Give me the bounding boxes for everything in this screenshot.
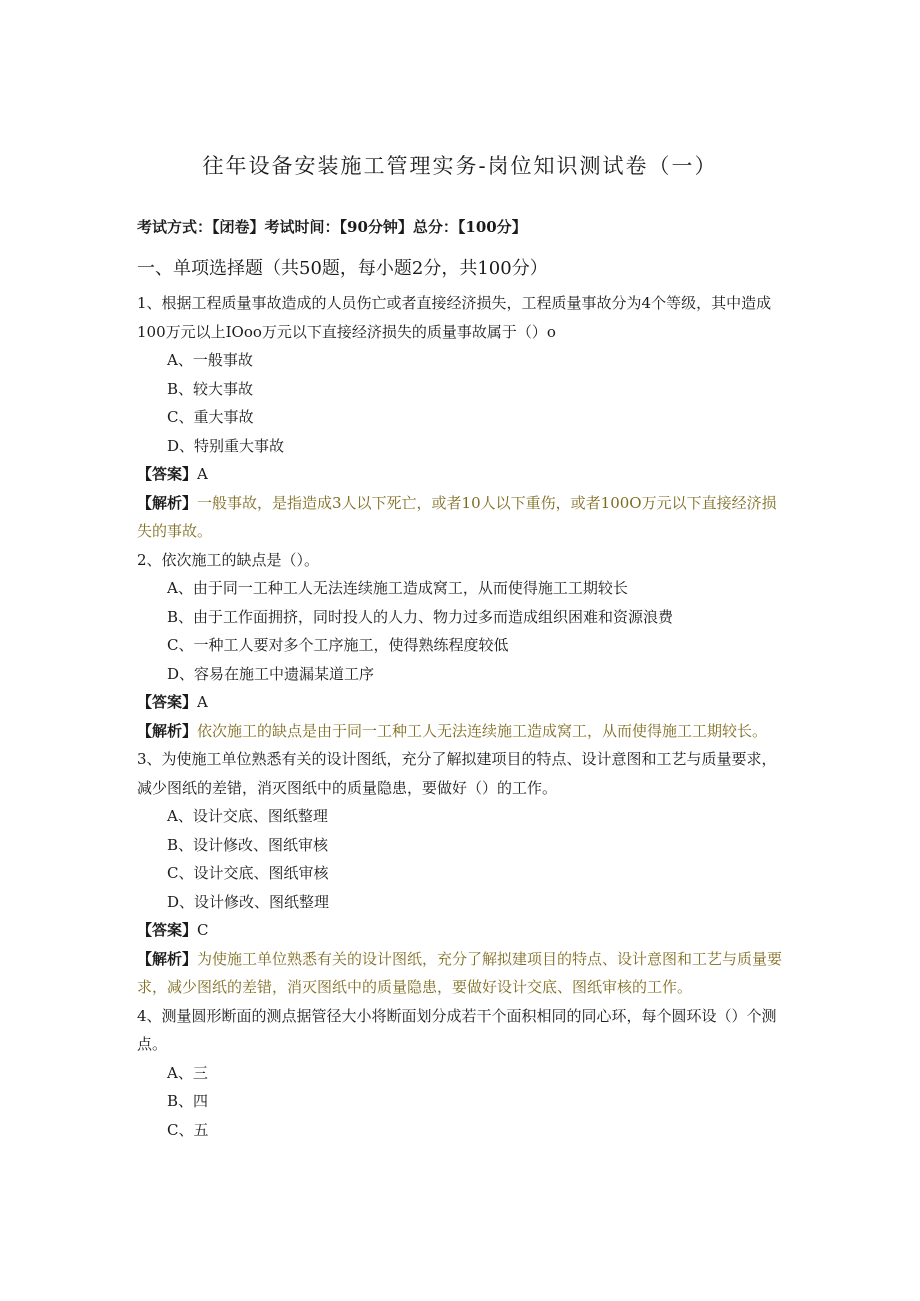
option-b: B、四 xyxy=(167,1092,209,1110)
option-a: A、一般事故 xyxy=(167,351,253,369)
answer-label: 【答案】 xyxy=(137,693,198,711)
option-b: B、较大事故 xyxy=(167,379,254,398)
option-a: A、三 xyxy=(167,1063,208,1082)
option-c: C、设计交底、图纸审核 xyxy=(167,864,329,882)
option-d: D、特别重大事故 xyxy=(167,436,285,455)
question-stem: 2、依次施工的缺点是（）。 xyxy=(137,550,320,569)
option-c: C、重大事故 xyxy=(167,408,254,426)
question-list xyxy=(137,289,787,1144)
answer-value: A xyxy=(197,693,208,711)
answer-value: C xyxy=(197,921,209,939)
option-b: B、设计修改、图纸审核 xyxy=(167,835,329,854)
answer-label: 【答案】 xyxy=(137,465,198,483)
explanation-label: 【解析】 xyxy=(137,721,198,740)
answer-line xyxy=(137,688,787,717)
question-stem: 3、为使施工单位熟悉有关的设计图纸，充分了解拟建项目的特点、设计意图和工艺与质量要求，减少图纸的差错，消灭图纸中的质量隐患，要做好（）的工作。 xyxy=(137,750,777,797)
explanation-text: 为使施工单位熟悉有关的设计图纸，充分了解拟建项目的特点、设计意图和工艺与质量要求，减少图纸的差错，消灭图纸中的质量隐患，要做好设计交底、图纸审核的工作。 xyxy=(137,949,783,996)
explanation-line xyxy=(137,945,787,1002)
question-1 xyxy=(137,289,787,546)
option-b: B、由于工作面拥挤，同时投人的人力、物力过多而造成组织困难和资源浪费 xyxy=(167,607,674,626)
option-a: A、由于同一工种工人无法连续施工造成窝工，从而使得施工工期较长 xyxy=(167,579,628,597)
question-stem: 4、测量圆形断面的测点据管径大小将断面划分成若干个面积相同的同心环，每个圆环设（）个测点。 xyxy=(137,1006,777,1053)
answer-label: 【答案】 xyxy=(137,921,198,939)
option-d: D、容易在施工中遗漏某道工序 xyxy=(167,664,375,683)
option-a: A、设计交底、图纸整理 xyxy=(167,807,328,825)
option-d: D、设计修改、图纸整理 xyxy=(167,892,330,911)
question-3 xyxy=(137,745,787,1002)
question-2 xyxy=(137,546,787,746)
explanation-text: 依次施工的缺点是由于同一工种工人无法连续施工造成窝工，从而使得施工工期较长。 xyxy=(197,721,768,740)
answer-line xyxy=(137,916,787,945)
option-c: C、五 xyxy=(167,1120,209,1139)
explanation-text: 一般事故，是指造成3人以下死亡，或者10人以下重伤，或者100O万元以下直接经济损失的事故。 xyxy=(137,493,777,540)
explanation-line xyxy=(137,717,787,746)
document-title: 往年设备安装施工管理实务-岗位知识测试卷（一） xyxy=(202,154,718,178)
answer-line xyxy=(137,460,787,489)
explanation-label: 【解析】 xyxy=(137,493,198,512)
explanation-line xyxy=(137,489,787,546)
explanation-label: 【解析】 xyxy=(137,949,198,968)
option-c: C、一种工人要对多个工序施工，使得熟练程度较低 xyxy=(167,636,509,654)
question-stem: 1、根据工程质量事故造成的人员伤亡或者直接经济损失，工程质量事故分为4个等级，其中造成100万元以上IOoo万元以下直接经济损失的质量事故属于（）o xyxy=(137,294,772,341)
exam-info: 考试方式：【闭卷】考试时间：【90分钟】总分：【100分】 xyxy=(137,218,527,236)
section-title: 一、单项选择题（共50题，每小题2分，共100分） xyxy=(137,258,548,279)
answer-value: A xyxy=(197,465,208,483)
question-4 xyxy=(137,1002,787,1145)
